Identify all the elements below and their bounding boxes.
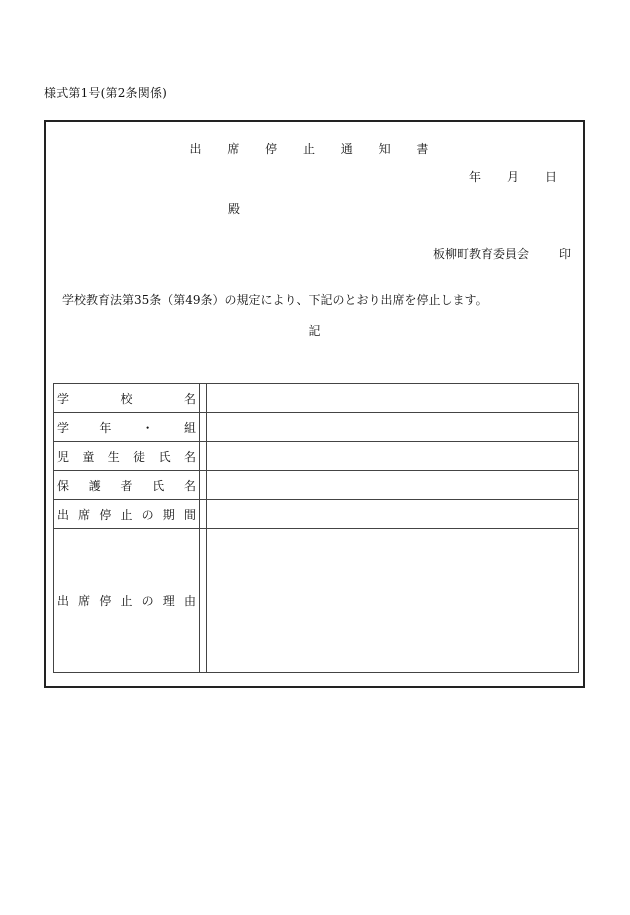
label-char: ・	[141, 420, 154, 435]
guardian-name-field[interactable]	[207, 471, 579, 500]
label-char: 停	[99, 594, 112, 608]
label-char: 保	[57, 478, 70, 493]
suspension-reason-field[interactable]	[207, 529, 579, 673]
issuer-line	[433, 245, 571, 262]
school-name-field[interactable]	[207, 384, 579, 413]
date-year-label: 年	[468, 170, 481, 184]
double-rule	[200, 442, 207, 471]
label-char: 理	[162, 594, 175, 608]
date-month-label: 月	[506, 170, 519, 184]
label-char: 名	[183, 391, 196, 406]
label-char: 名	[183, 478, 196, 493]
label-char: 停	[99, 507, 112, 522]
label-char: 者	[120, 478, 133, 493]
label-suspension-period	[57, 506, 196, 523]
date-day-label: 日	[544, 170, 557, 184]
label-char: 由	[183, 594, 196, 608]
double-rule	[200, 529, 207, 673]
table-row	[54, 471, 579, 500]
label-char: 止	[120, 507, 133, 522]
table-row	[54, 529, 579, 673]
row-label	[54, 500, 200, 529]
label-char: 徒	[133, 449, 146, 464]
table-row	[54, 442, 579, 471]
label-grade-class	[57, 419, 196, 436]
label-guardian-name	[57, 477, 196, 494]
table-row	[54, 413, 579, 442]
double-rule	[200, 384, 207, 413]
issuer-name: 板柳町教育委員会	[432, 247, 529, 261]
table-row	[54, 384, 579, 413]
label-char: 生	[107, 449, 120, 464]
label-suspension-reason	[57, 592, 196, 609]
label-school-name	[57, 390, 196, 407]
row-label	[54, 529, 200, 673]
label-char: 学	[57, 391, 70, 406]
label-char: 学	[57, 420, 70, 435]
grade-class-field[interactable]	[207, 413, 579, 442]
addressee-suffix: 殿	[228, 202, 241, 216]
label-char: 席	[78, 594, 91, 608]
label-char: 名	[183, 449, 196, 464]
ki-heading: 記	[308, 324, 321, 338]
notice-form	[44, 120, 585, 688]
row-label	[54, 442, 200, 471]
label-student-name	[57, 448, 196, 465]
label-char: 止	[120, 594, 133, 608]
label-char: 氏	[158, 449, 171, 464]
label-char: の	[141, 507, 154, 522]
table-row	[54, 500, 579, 529]
label-char: 年	[99, 420, 112, 435]
document-title: 出 席 停 止 通 知 書	[189, 142, 440, 156]
row-label	[54, 413, 200, 442]
seal-mark: 印	[558, 247, 571, 261]
label-char: 席	[78, 507, 91, 522]
label-char: 護	[88, 478, 101, 493]
label-char: 童	[82, 449, 95, 464]
label-char: 氏	[152, 478, 165, 493]
row-label	[54, 384, 200, 413]
double-rule	[200, 413, 207, 442]
row-label	[54, 471, 200, 500]
notice-body: 学校教育法第35条（第49条）の規定により、下記のとおり出席を停止します。	[62, 293, 488, 307]
details-table	[53, 383, 579, 673]
date-line	[469, 168, 557, 185]
label-char: 児	[57, 449, 70, 464]
student-name-field[interactable]	[207, 442, 579, 471]
double-rule	[200, 471, 207, 500]
form-number: 様式第1号(第2条関係)	[44, 86, 168, 100]
label-char: の	[141, 594, 154, 608]
label-char: 組	[183, 420, 196, 435]
suspension-period-field[interactable]	[207, 500, 579, 529]
label-char: 校	[120, 391, 133, 406]
double-rule	[200, 500, 207, 529]
label-char: 間	[183, 507, 196, 522]
label-char: 出	[57, 507, 70, 522]
label-char: 出	[57, 594, 70, 608]
label-char: 期	[162, 507, 175, 522]
